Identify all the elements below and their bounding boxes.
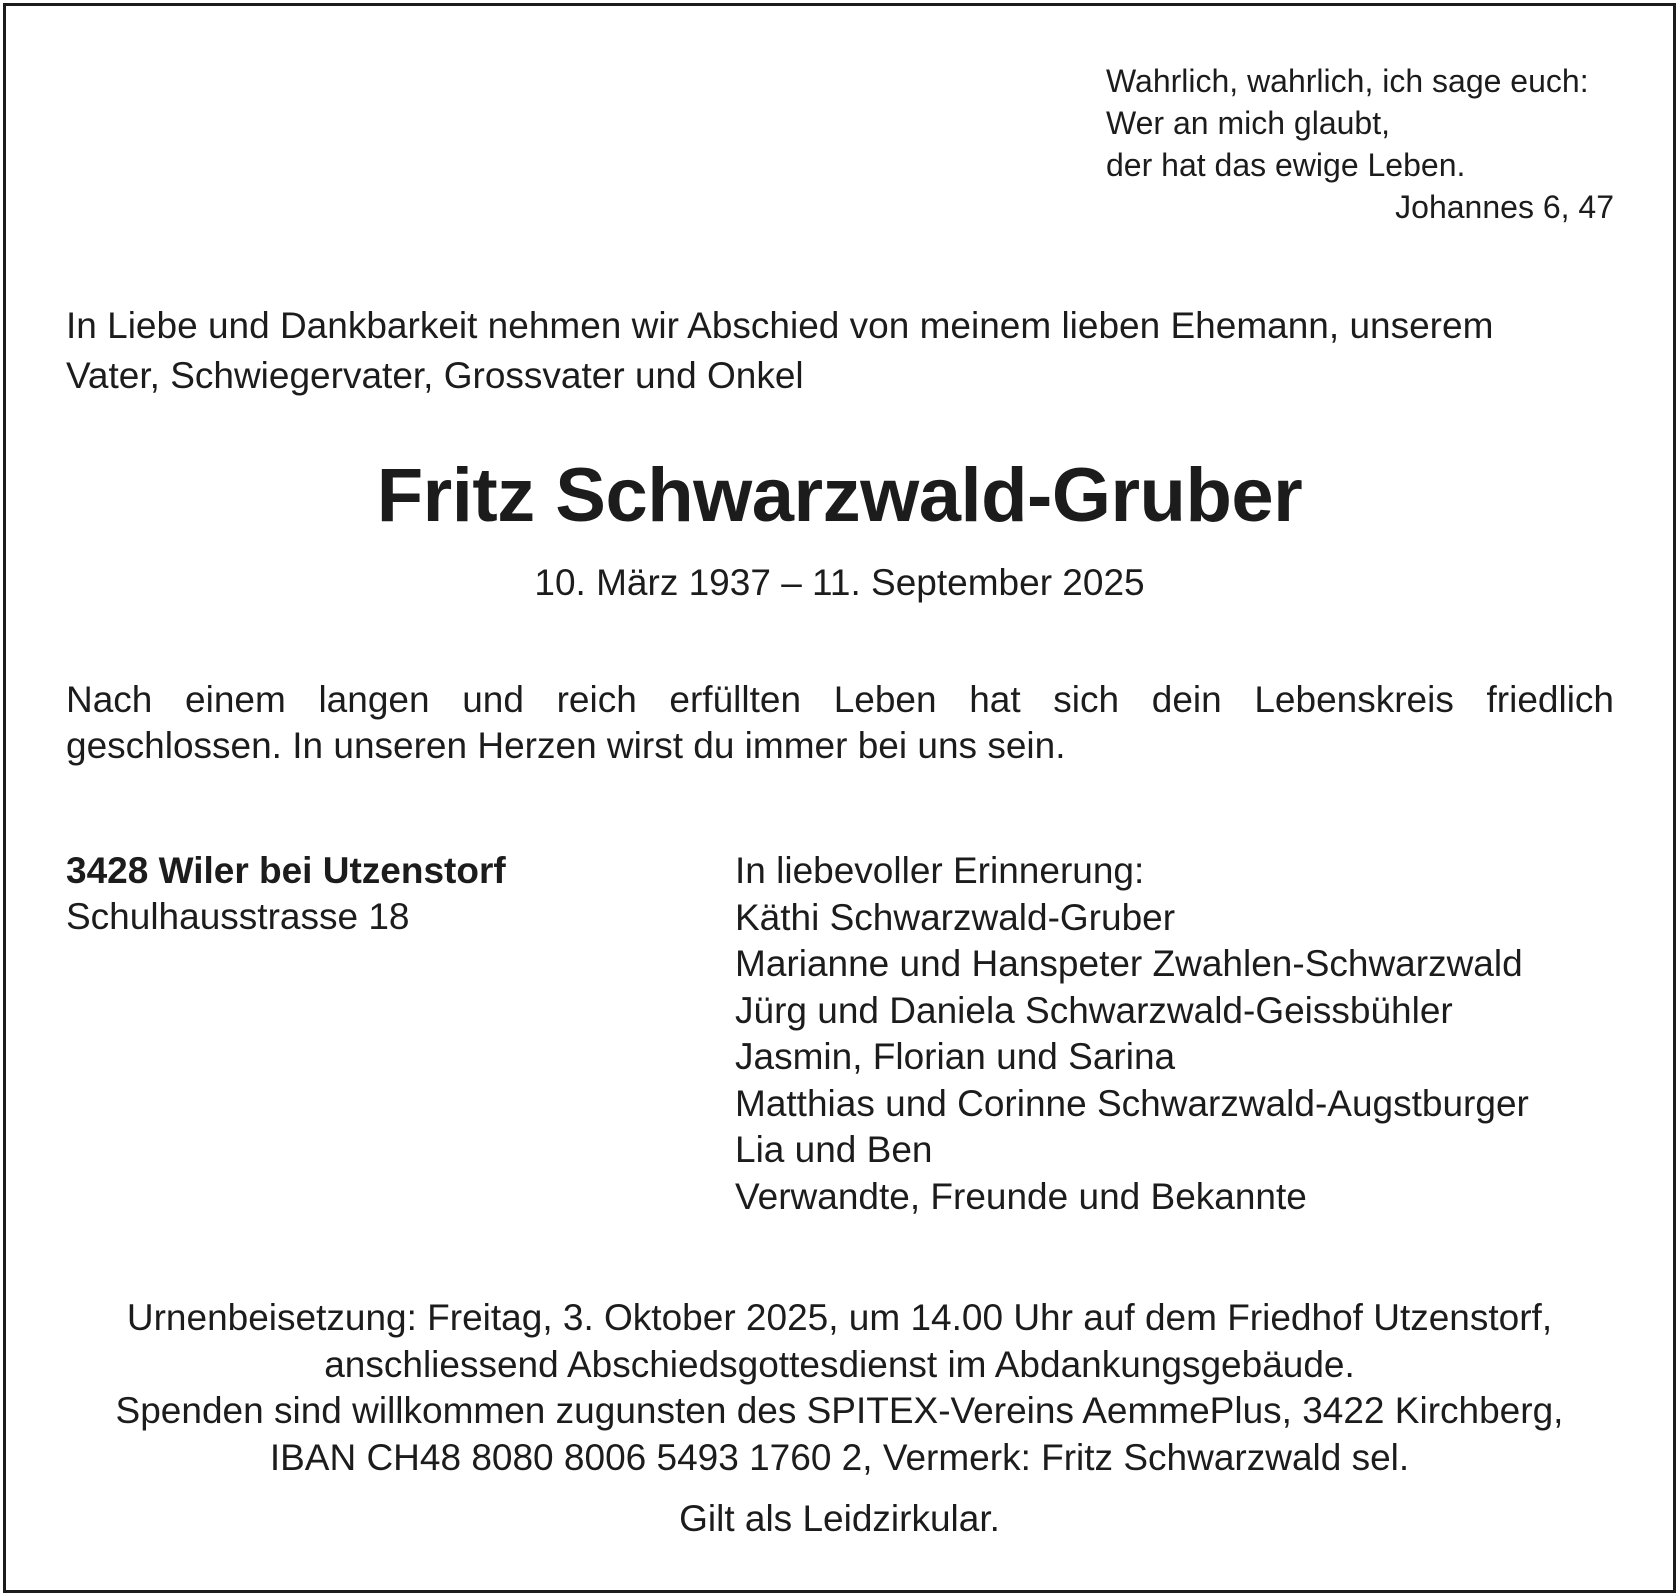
mourner-name: Jasmin, Florian und Sarina xyxy=(735,1036,1176,1077)
notice-line: Urnenbeisetzung: Freitag, 3. Oktober 2025, um 14.00 Uhr auf dem Friedhof Utzenstorf, xyxy=(126,1297,1553,1338)
family-address xyxy=(66,848,666,940)
address-place: 3428 Wiler bei Utzenstorf xyxy=(66,850,506,891)
mourner-name: Jürg und Daniela Schwarzwald-Geissbühler xyxy=(735,989,1453,1031)
mourners-list xyxy=(735,848,1615,1220)
intro-line: In Liebe und Dankbarkeit nehmen wir Abschied von meinem lieben Ehemann, unserem xyxy=(66,305,1494,346)
deceased-name: Fritz Schwarzwald-Gruber xyxy=(376,453,1303,538)
mourner-name: Lia und Ben xyxy=(735,1129,933,1170)
funeral-notice xyxy=(40,1295,1639,1481)
notice-line: anschliessend Abschiedsgottesdienst im Abdankungsgebäude. xyxy=(324,1343,1355,1385)
notice-line: Spenden sind willkommen zugunsten des SPITEX-Vereins AemmePlus, 3422 Kirchberg, xyxy=(115,1390,1564,1431)
life-dates: 10. März 1937 – 11. September 2025 xyxy=(534,562,1145,603)
bible-verse xyxy=(1106,60,1614,228)
verse-line: Wer an mich glaubt, xyxy=(1106,105,1390,141)
verse-line: der hat das ewige Leben. xyxy=(1106,147,1466,183)
tribute-text xyxy=(66,677,1614,769)
intro-line: Vater, Schwiegervater, Grossvater und Onkel xyxy=(66,355,804,396)
tribute-line: Nach einem langen und reich erfüllten Leben hat sich dein Lebenskreis friedlich xyxy=(66,679,1614,720)
verse-line: Wahrlich, wahrlich, ich sage euch: xyxy=(1106,63,1589,99)
mourners-heading: In liebevoller Erinnerung: xyxy=(735,850,1145,891)
closing-note: Gilt als Leidzirkular. xyxy=(679,1498,1000,1539)
mourner-name: Verwandte, Freunde und Bekannte xyxy=(735,1175,1307,1217)
intro-text xyxy=(66,301,1614,401)
address-street: Schulhausstrasse 18 xyxy=(66,896,410,937)
tribute-line: geschlossen. In unseren Herzen wirst du immer bei uns sein. xyxy=(66,725,1066,766)
mourner-name: Matthias und Corinne Schwarzwald-Augstburger xyxy=(735,1082,1529,1124)
verse-reference: Johannes 6, 47 xyxy=(1395,189,1614,225)
notice-line: IBAN CH48 8080 8006 5493 1760 2, Vermerk: Fritz Schwarzwald sel. xyxy=(269,1436,1410,1478)
mourner-name: Käthi Schwarzwald-Gruber xyxy=(735,896,1176,938)
mourner-name: Marianne und Hanspeter Zwahlen-Schwarzwald xyxy=(735,943,1523,984)
